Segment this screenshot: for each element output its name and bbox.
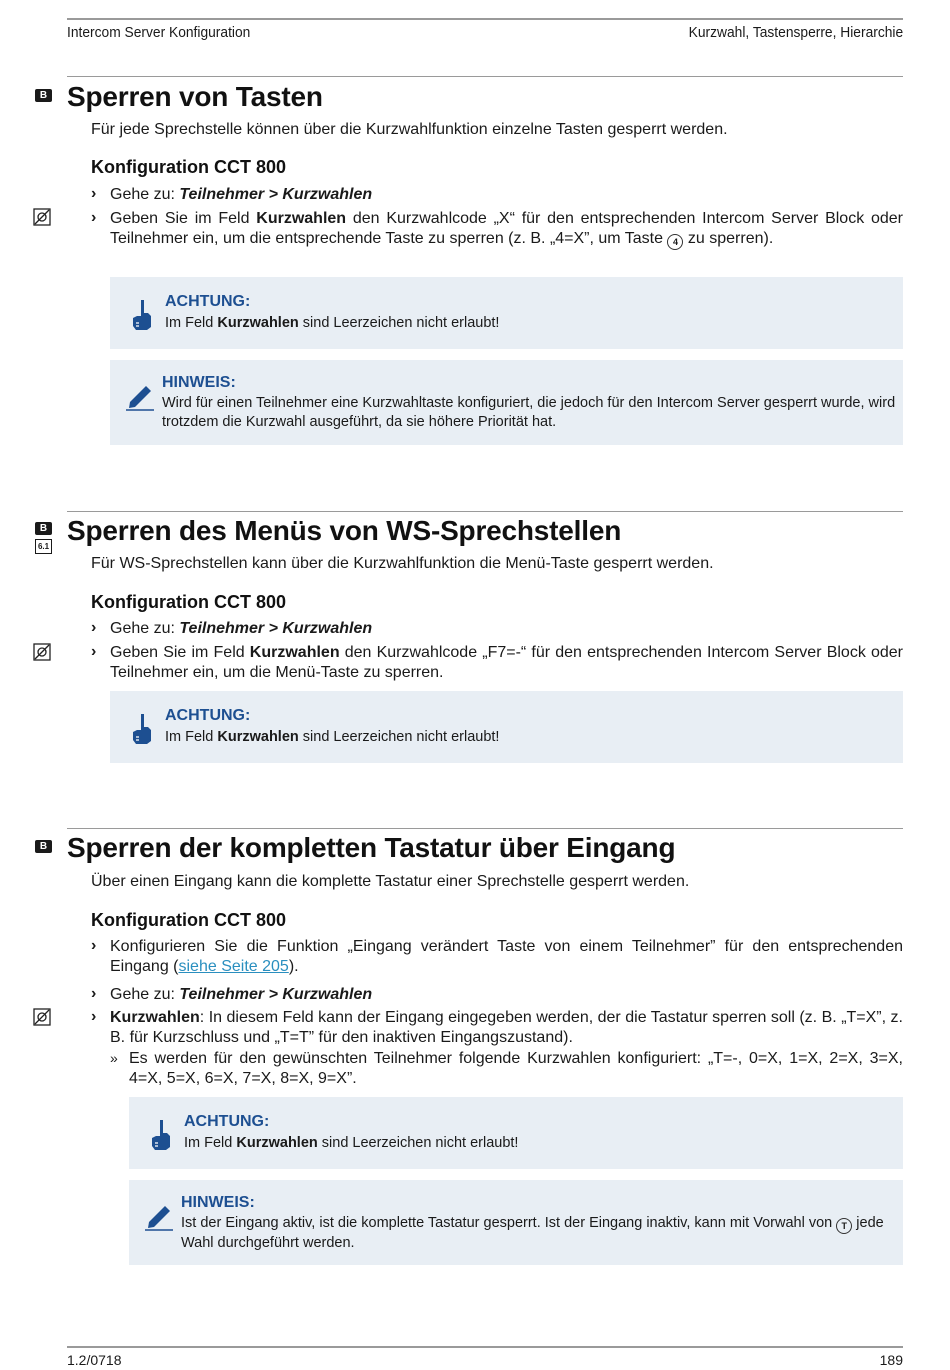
step-prefix: Gehe zu: bbox=[110, 620, 180, 637]
note-text: Wird für einen Teilnehmer eine Kurzwahltaste konfiguriert, die jedoch für den Intercom Server gesperrt wurde, wird trotzdem die Kurzwahl ausgeführt, da sie höhere Priorität hat. bbox=[162, 395, 896, 430]
caution-text-part: sind Leerzeichen nicht erlaubt! bbox=[317, 1135, 519, 1151]
section-title: Sperren der kompletten Tastatur über Eingang bbox=[67, 832, 676, 863]
section-badge: B bbox=[35, 89, 52, 102]
step-goto bbox=[110, 619, 903, 639]
step-text: Geben Sie im Feld bbox=[110, 210, 257, 227]
menu-path: Teilnehmer > Kurzwahlen bbox=[179, 186, 373, 203]
section-badge: B bbox=[35, 522, 52, 535]
step-text: Konfigurieren Sie die Funktion „Eingang verändert Taste von einem Teilnehmer” für den entsprechenden Eingang ( bbox=[110, 938, 903, 975]
note-title: HINWEIS: bbox=[162, 374, 236, 391]
step-enter-code bbox=[110, 643, 903, 683]
menu-path: Teilnehmer > Kurzwahlen bbox=[179, 620, 373, 637]
note-title: HINWEIS: bbox=[181, 1194, 255, 1211]
step-arrow: › bbox=[91, 619, 97, 636]
step-prefix: Gehe zu: bbox=[110, 186, 180, 203]
key-disabled-icon bbox=[33, 643, 51, 661]
caution-text-part: Im Feld bbox=[165, 315, 218, 331]
key-t-icon: T bbox=[836, 1218, 852, 1234]
caution-text-part: Im Feld bbox=[165, 729, 218, 745]
note-text-part: jede Wahl durchgeführt werden. bbox=[181, 1215, 884, 1251]
caution-text bbox=[165, 728, 499, 747]
section-intro: Für WS-Sprechstellen kann über die Kurzwahlfunktion die Menü-Taste gesperrt werden. bbox=[91, 555, 714, 572]
caution-text-part: sind Leerzeichen nicht erlaubt! bbox=[298, 315, 500, 331]
field-name: Kurzwahlen bbox=[256, 210, 347, 227]
section-intro: Über einen Eingang kann die komplette Tastatur einer Sprechstelle gesperrt werden. bbox=[91, 873, 690, 890]
field-name: Kurzwahlen bbox=[110, 1009, 200, 1026]
caution-box bbox=[110, 691, 903, 763]
note-box bbox=[110, 360, 903, 445]
section-rule bbox=[67, 511, 903, 512]
config-heading: Konfiguration CCT 800 bbox=[91, 910, 287, 930]
step-arrow: › bbox=[91, 937, 97, 954]
caution-text-part: Im Feld bbox=[184, 1135, 237, 1151]
field-name: Kurzwahlen bbox=[217, 729, 299, 745]
step-text: : In diesem Feld kann der Eingang eingegeben werden, der die Tastatur sperren soll (z. B. „T=X”, z. B. für Kurzschluss und „T=T” für den inaktiven Eingangszustand). bbox=[110, 1009, 903, 1046]
step-arrow: › bbox=[91, 1008, 97, 1025]
step-text: den Kurzwahlcode „X“ für den entsprechenden Intercom Server Block oder Teilnehmer ein, um die entsprechende Taste zu sperren (z. B. „4=X”, um Taste bbox=[110, 210, 903, 247]
step-field-description bbox=[110, 1008, 903, 1048]
step-goto bbox=[110, 185, 903, 205]
section-badge-sub: 6.1 bbox=[35, 539, 52, 554]
caution-box bbox=[129, 1097, 903, 1169]
key-disabled-icon bbox=[33, 208, 51, 226]
step-enter-code bbox=[110, 209, 903, 250]
caution-title: ACHTUNG: bbox=[165, 707, 251, 724]
caution-text bbox=[184, 1134, 518, 1153]
header-right: Kurzwahl, Tastensperre, Hierarchie bbox=[688, 24, 903, 41]
page-reference-link[interactable]: siehe Seite 205 bbox=[178, 958, 289, 975]
caution-text-part: sind Leerzeichen nicht erlaubt! bbox=[298, 729, 500, 745]
footer-rule bbox=[67, 1346, 903, 1348]
caution-box bbox=[110, 277, 903, 349]
section-rule bbox=[67, 76, 903, 77]
section-intro: Für jede Sprechstelle können über die Kurzwahlfunktion einzelne Tasten gesperrt werden. bbox=[91, 121, 728, 138]
section-title: Sperren des Menüs von WS-Sprechstellen bbox=[67, 515, 622, 546]
step-arrow: › bbox=[91, 643, 97, 660]
pencil-icon bbox=[124, 380, 156, 412]
section-title: Sperren von Tasten bbox=[67, 81, 323, 112]
pencil-icon bbox=[143, 1200, 175, 1232]
step-text: den Kurzwahlcode „F7=-“ für den entsprechenden Intercom Server Block oder Teilnehmer ein, um die Menü-Taste zu sperren. bbox=[110, 644, 903, 681]
pointing-hand-icon bbox=[130, 713, 152, 745]
step-prefix: Gehe zu: bbox=[110, 986, 180, 1003]
note-text-part: Ist der Eingang aktiv, ist die komplette Tastatur gesperrt. Ist der Eingang inaktiv, kann mit Vorwahl von bbox=[181, 1215, 837, 1231]
step-arrow: › bbox=[91, 185, 97, 202]
field-name: Kurzwahlen bbox=[217, 315, 299, 331]
step-text: Geben Sie im Feld bbox=[110, 644, 250, 661]
step-arrow: › bbox=[91, 985, 97, 1002]
config-heading: Konfiguration CCT 800 bbox=[91, 592, 287, 612]
header-left: Intercom Server Konfiguration bbox=[67, 24, 251, 41]
step-result: Es werden für den gewünschten Teilnehmer folgende Kurzwahlen konfiguriert: „T=-, 0=X, 1=X, 2=X, 3=X, 4=X, 5=X, 6=X, 7=X, 8=X, 9=X”. bbox=[129, 1050, 903, 1087]
key-disabled-icon bbox=[33, 1008, 51, 1026]
pointing-hand-icon bbox=[130, 299, 152, 331]
key-4-icon: 4 bbox=[667, 234, 683, 250]
caution-title: ACHTUNG: bbox=[184, 1113, 270, 1130]
page-number: 189 bbox=[879, 1352, 903, 1368]
field-name: Kurzwahlen bbox=[236, 1135, 318, 1151]
section-badge: B bbox=[35, 840, 52, 853]
header-rule bbox=[67, 18, 903, 20]
caution-title: ACHTUNG: bbox=[165, 293, 251, 310]
step-arrow: › bbox=[91, 209, 97, 226]
note-text bbox=[181, 1214, 903, 1253]
caution-text bbox=[165, 314, 499, 333]
result-arrow-icon: » bbox=[110, 1050, 118, 1066]
note-box bbox=[129, 1180, 903, 1265]
field-name: Kurzwahlen bbox=[249, 644, 340, 661]
footer-version: 1.2/0718 bbox=[67, 1352, 122, 1368]
section-rule bbox=[67, 828, 903, 829]
step-text: zu sperren). bbox=[683, 230, 774, 247]
step-goto bbox=[110, 985, 903, 1005]
pointing-hand-icon bbox=[149, 1119, 171, 1151]
step-text: ). bbox=[288, 958, 299, 975]
config-heading: Konfiguration CCT 800 bbox=[91, 157, 287, 177]
step-configure-input bbox=[110, 937, 903, 977]
menu-path: Teilnehmer > Kurzwahlen bbox=[179, 986, 373, 1003]
